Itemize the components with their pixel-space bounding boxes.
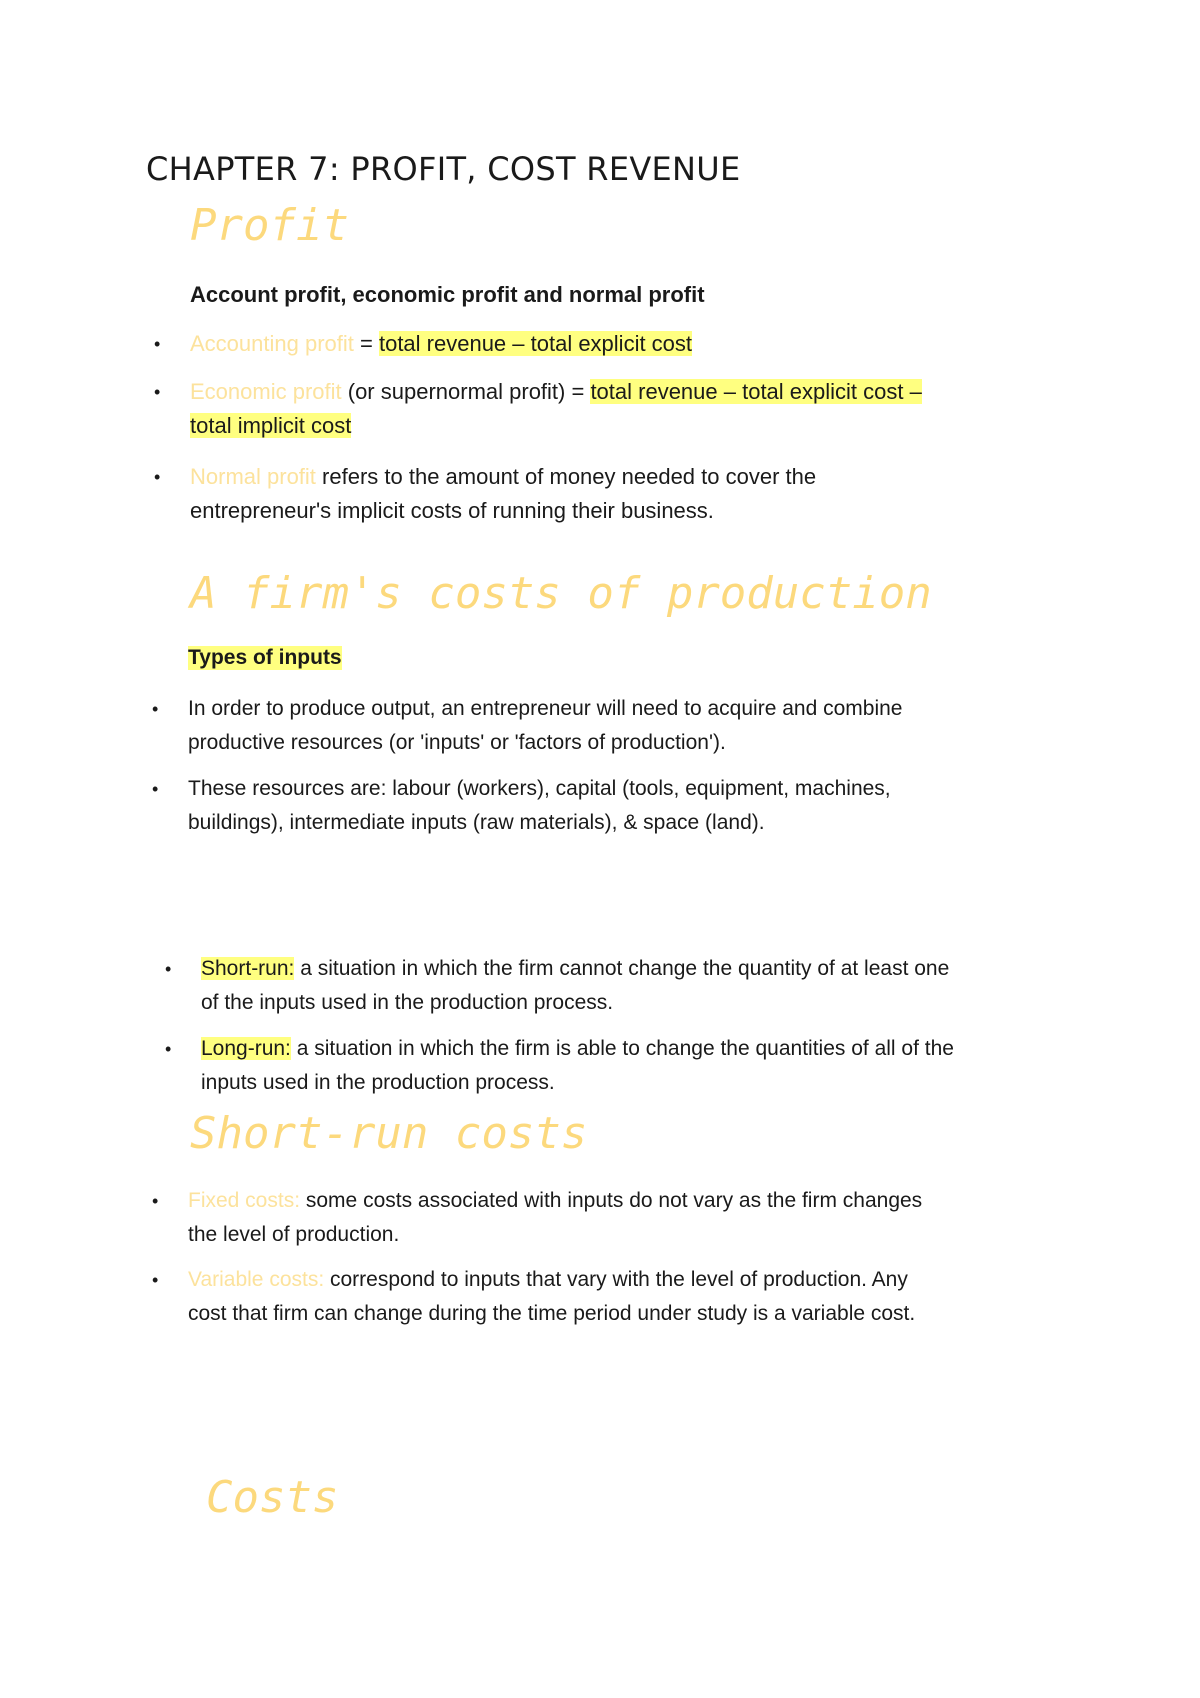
- types-of-inputs-subheading: Types of inputs: [188, 646, 342, 669]
- item-text: t: [378, 331, 386, 356]
- bullet: •: [154, 382, 161, 402]
- list-item: [154, 327, 693, 361]
- item-text: inputs used in the production process.: [201, 1071, 555, 1094]
- short-run-costs-heading: Short-run costs: [190, 1108, 588, 1159]
- term-fixed-costs: Fixed costs:: [188, 1189, 301, 1212]
- list-item: [152, 1184, 923, 1252]
- term-accounting-profit: Accounting profit: [190, 331, 354, 356]
- highlight: [379, 331, 692, 356]
- item-text: buildings), intermediate inputs (raw materials), & space (land).: [188, 811, 765, 834]
- bullet: •: [165, 959, 172, 979]
- costs-heading: Costs: [206, 1472, 339, 1523]
- bullet: •: [152, 1270, 159, 1290]
- item-text: (or supernormal profit) =: [341, 379, 591, 404]
- item-text: These resources are: labour (workers), capital (tools, equipment, machines,: [188, 777, 891, 800]
- term-short-run: Short-run:: [201, 957, 295, 980]
- item-text: entrepreneur's implicit costs of running their business.: [190, 498, 714, 523]
- term-variable-costs: Variable costs:: [188, 1268, 325, 1291]
- list-item: [154, 375, 922, 443]
- item-text: otal revenue – total explicit cost: [385, 331, 693, 356]
- list-item: [152, 1263, 916, 1331]
- item-text: cost that firm can change during the time period under study is a variable cost.: [188, 1302, 916, 1325]
- chapter-title: CHAPTER 7: PROFIT, COST REVENUE: [146, 150, 741, 188]
- term-normal-profit: Normal profit: [190, 464, 316, 489]
- production-costs-heading: A firm's costs of production: [190, 568, 932, 619]
- bullet: •: [152, 699, 159, 719]
- item-text: productive resources (or 'inputs' or 'factors of production').: [188, 731, 726, 754]
- bullet: •: [152, 779, 159, 799]
- bullet: •: [154, 467, 161, 487]
- profit-subheading: Account profit, economic profit and normal profit: [190, 282, 705, 307]
- term-economic-profit: Economic profit: [190, 379, 342, 404]
- term-long-run: Long-run:: [201, 1037, 291, 1060]
- list-item: [154, 460, 817, 528]
- highlight: total implicit cost: [190, 413, 352, 438]
- item-text: a situation in which the firm cannot change the quantity of at least one: [294, 957, 950, 980]
- item-text: refers to the amount of money needed to cover the: [315, 464, 817, 489]
- list-item: [165, 952, 950, 1020]
- item-text: correspond to inputs that vary with the level of production. Any: [324, 1268, 908, 1291]
- list-item: [152, 772, 891, 840]
- item-text: of the inputs used in the production process.: [201, 991, 614, 1014]
- item-text: the level of production.: [188, 1223, 400, 1246]
- item-text: In order to produce output, an entrepreneur will need to acquire and combine: [188, 697, 903, 720]
- bullet: •: [152, 1191, 159, 1211]
- list-item: [152, 692, 903, 760]
- item-text: =: [353, 331, 379, 356]
- list-item: [165, 1032, 954, 1100]
- profit-heading: Profit: [190, 200, 349, 251]
- item-text: some costs associated with inputs do not vary as the firm changes: [300, 1189, 923, 1212]
- bullet: •: [154, 334, 161, 354]
- item-text: a situation in which the firm is able to change the quantities of all of the: [290, 1037, 954, 1060]
- highlight: total revenue – total explicit cost –: [590, 379, 922, 404]
- bullet: •: [165, 1039, 172, 1059]
